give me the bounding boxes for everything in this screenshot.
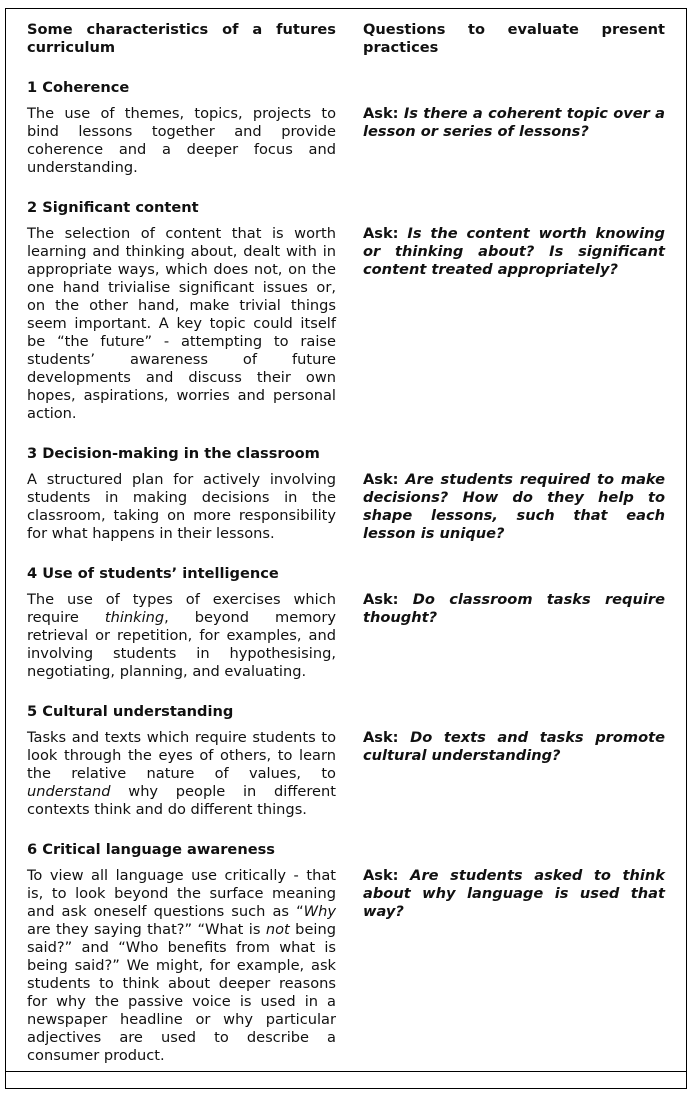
section-description-critical-language-awareness: To view all language use critically - that is, to look beyond the surface meaning and ask oneself questions such as “Why are they saying that?” “What is not being said?” and “Who benefits from what is being said?” We might, for example, ask students to think about deeper reasons for why the passive voice is used in a newspaper headline or why particular adjectives are used to describe a consumer product. xyxy=(27,867,336,1064)
table-left-border xyxy=(5,8,6,1089)
table-bottom-border xyxy=(5,1088,686,1089)
column-header-characteristics: Some characteristics of a futures curriculum xyxy=(27,21,336,56)
section-title-critical-language-awareness: 6 Critical language awareness xyxy=(27,841,275,858)
section-description-students-intelligence: The use of types of exercises which require thinking, beyond memory retrieval or repetition, for examples, and involving students in hypothesising, negotiating, planning, and evaluating. xyxy=(27,591,336,680)
evaluation-question-significant-content xyxy=(363,225,665,279)
question-text: Do texts and tasks promote cultural understanding? xyxy=(363,729,665,764)
section-description-cultural-understanding: Tasks and texts which require students to look through the eyes of others, to learn the relative nature of values, to understand why people in different contexts think and do different things. xyxy=(27,729,336,818)
ask-label: Ask: xyxy=(363,591,399,608)
question-text: Do classroom tasks require thought? xyxy=(363,591,665,626)
evaluation-question-critical-language-awareness xyxy=(363,867,665,921)
question-text: Is the content worth knowing or thinking about? Is significant content treated appropriately? xyxy=(363,225,665,278)
question-text: Is there a coherent topic over a lesson or series of lessons? xyxy=(363,105,665,140)
evaluation-question-coherence xyxy=(363,105,665,141)
ask-label: Ask: xyxy=(363,105,399,122)
question-text: Are students required to make decisions? How do they help to shape lessons, such that each lesson is unique? xyxy=(363,471,665,542)
section-description-significant-content: The selection of content that is worth learning and thinking about, dealt with in appropriate ways, which does not, on the one hand trivialise significant issues or, on the other hand, make trivial things seem important. A key topic could itself be “the future” - attempting to raise students’ awareness of future developments and discuss their own hopes, aspirations, worries and personal action. xyxy=(27,225,336,422)
evaluation-question-decision-making xyxy=(363,471,665,543)
evaluation-question-students-intelligence xyxy=(363,591,665,627)
table-right-border xyxy=(686,8,687,1089)
section-title-students-intelligence: 4 Use of students’ intelligence xyxy=(27,565,279,582)
section-description-decision-making: A structured plan for actively involving students in making decisions in the classroom, taking on more responsibility for what happens in their lessons. xyxy=(27,471,336,542)
table-top-border xyxy=(5,8,686,9)
ask-label: Ask: xyxy=(363,867,399,884)
evaluation-question-cultural-understanding xyxy=(363,729,665,765)
ask-label: Ask: xyxy=(363,225,399,242)
column-header-questions: Questions to evaluate present practices xyxy=(363,21,665,56)
section-description-coherence: The use of themes, topics, projects to bind lessons together and provide coherence and a deeper focus and understanding. xyxy=(27,105,336,176)
section-title-significant-content: 2 Significant content xyxy=(27,199,199,216)
section-title-decision-making: 3 Decision-making in the classroom xyxy=(27,445,320,462)
ask-label: Ask: xyxy=(363,471,399,488)
ask-label: Ask: xyxy=(363,729,399,746)
question-text: Are students asked to think about why language is used that way? xyxy=(363,867,665,920)
section-title-coherence: 1 Coherence xyxy=(27,79,130,96)
table-row-divider xyxy=(5,1071,686,1072)
section-title-cultural-understanding: 5 Cultural understanding xyxy=(27,703,234,720)
